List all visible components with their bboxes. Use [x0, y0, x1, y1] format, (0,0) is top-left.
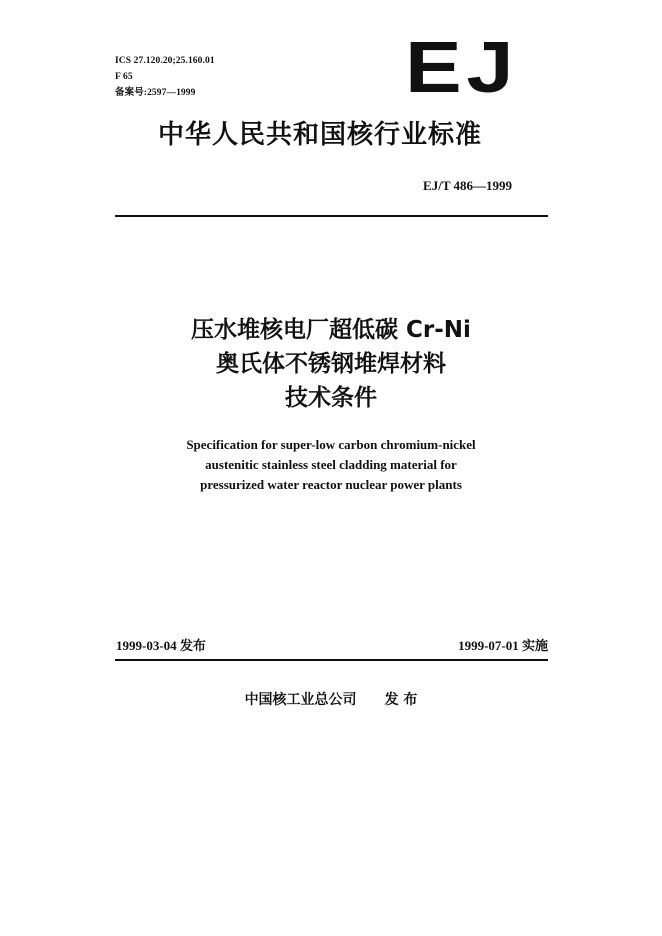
ics-code: ICS 27.120.20;25.160.01 [115, 56, 215, 66]
chinese-title-line: 奥氏体不锈钢堆焊材料 [216, 351, 446, 377]
publish-label: 发 布 [384, 692, 418, 708]
release-date: 1999-03-04 发布 [116, 638, 206, 653]
chinese-document-title [0, 313, 662, 415]
chinese-title-line: 技术条件 [285, 385, 377, 411]
implementation-date: 1999-07-01 实施 [458, 638, 548, 653]
publisher-name: 中国核工业总公司 [244, 692, 357, 708]
english-title-line: austenitic stainless steel cladding material for [205, 457, 457, 472]
classification-codes [115, 53, 215, 101]
top-divider [115, 215, 548, 217]
standard-code: EJ/T 486—1999 [423, 178, 512, 193]
standard-category-title: 中华人民共和国核行业标准 [158, 120, 483, 150]
publisher-line [0, 690, 662, 710]
ccs-code: F 65 [115, 72, 133, 82]
ej-logo: EJ [405, 28, 519, 108]
english-title-line: pressurized water reactor nuclear power plants [200, 477, 462, 492]
record-number: 备案号:2597—1999 [115, 88, 196, 98]
chinese-title-line: 压水堆核电厂超低碳 Cr-Ni [191, 317, 471, 343]
english-document-title [0, 435, 662, 495]
bottom-divider [115, 659, 548, 661]
english-title-line: Specification for super-low carbon chromium-nickel [186, 437, 476, 452]
